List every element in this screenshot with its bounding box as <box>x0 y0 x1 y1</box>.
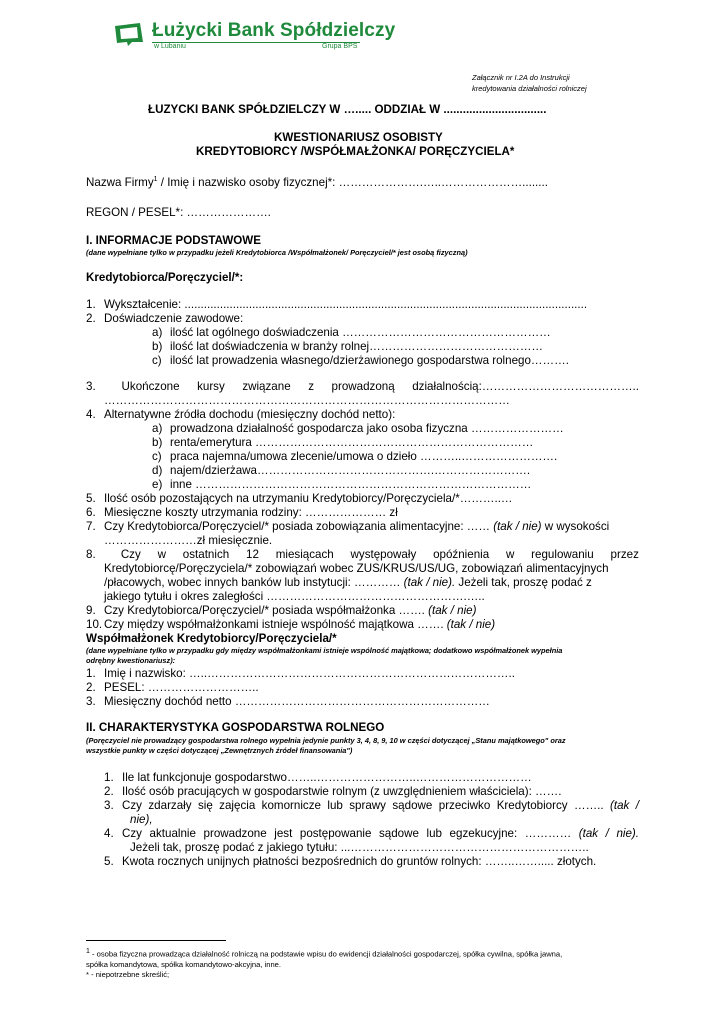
footnote-ref-1: 1 <box>153 176 158 184</box>
section-1-heading: I. INFORMACJE PODSTAWOWE <box>86 234 261 247</box>
spouse-pesel: 2. PESEL: ……………………….. <box>86 681 259 694</box>
item-alimony-cont: ……………………zł miesięcznie. <box>104 534 273 547</box>
section-2-heading: II. CHARAKTERYSTYKA GOSPODARSTWA ROLNEGO <box>86 721 385 734</box>
farm-workers: 2. Ilość osób pracujących w gospodarstwie rolnym (z uwzględnieniem właściciela): ……. <box>104 785 562 798</box>
section-2-note-2: wszystkie punkty w części dotyczącej „Zewnętrznych źródeł finansowania") <box>86 746 353 755</box>
farm-proceedings-cont: Jeżeli tak, proszę podać z jakiego tytułu: ...…………………………………………………….. <box>130 841 589 854</box>
item-courses-cont: …………………………………………………………………………………………… <box>104 394 510 407</box>
item-alt-income-a: a) prowadzona działalność gospodarcza jako osoba fizyczna …………………… <box>152 422 564 435</box>
item-experience-c: c) ilość lat prowadzenia własnego/dzierżawionego gospodarstwa rolnego………. <box>152 354 569 367</box>
spouse-note-1: (dane wypełniane tylko w przypadku gdy między współmałżonkami istnieje wspólność majątkowa; dodatkowo współmałżonek wypełnia <box>86 646 563 655</box>
farm-eu-payments: 5. Kwota rocznych unijnych płatności bezpośrednich do gruntów rolnych: ……..……..... złotych. <box>104 855 597 868</box>
spouse-heading: Współmałżonek Kredytobiorcy/Poręczyciela/* <box>86 632 337 645</box>
item-joint-property: 10. Czy między współmałżonkami istnieje wspólność majątkowa ……. (tak / nie) <box>86 618 496 631</box>
form-subtitle: KREDYTOBIORCY /WSPÓŁMAŁŻONKA/ PORĘCZYCIELA* <box>196 145 515 158</box>
item-alt-income-d: d) najem/dzierżawa……………………………………….……………………. <box>152 464 531 477</box>
attachment-line-1: Załącznik nr I.2A do Instrukcji <box>472 73 570 82</box>
farm-proceedings: 4. Czy aktualnie prowadzone jest postępowanie sądowe lub egzekucyjne: ………… (tak / nie). <box>104 827 639 840</box>
item-arrears-line-3: /płacowych, wobec innych banków lub instytucji: ………… (tak / nie). Jeżeli tak, proszę podać z <box>104 576 592 589</box>
spouse-note-2: odrębny kwestionariusz): <box>86 656 176 665</box>
item-arrears-line-2: Kredytobiorcę/Poręczyciela/* zobowiązań wobec ZUS/KRUS/US/UG, zobowiązań alimentacyjnych <box>104 562 609 575</box>
section-1-note: (dane wypełniane tylko w przypadku jeżeli Kredytobiorca /Współmałżonek/ Poręczyciel/* jest osobą fizyczną) <box>86 248 468 257</box>
form-title: KWESTIONARIUSZ OSOBISTY <box>274 131 443 144</box>
item-spouse: 9. Czy Kredytobiorca/Poręczyciel/* posiada współmałżonka ……. (tak / nie) <box>86 604 477 617</box>
footnote-1-line-1: $^1$ - osoba fizyczna prowadząca działalność rolniczą na podstawie wpisu do ewidencji działalności gospodarczej, spółka cywilna, spółka jawna, <box>86 948 563 959</box>
item-courses: 3. Ukończone kursy związane z prowadzoną działalnością:………………………………….. <box>86 380 639 393</box>
company-name-label: Nazwa Firmy <box>86 176 154 189</box>
farm-seizures-cont: nie), <box>130 813 153 826</box>
footnote-divider <box>86 940 226 941</box>
item-experience-b: b) ilość lat doświadczenia w branży rolnej……………………………………… <box>152 340 544 353</box>
attachment-line-2: kredytowania działalności rolniczej <box>472 84 587 93</box>
spouse-income: 3. Miesięczny dochód netto ………………………………………………………… <box>86 695 490 708</box>
person-name-label: / Imię i nazwisko osoby fizycznej*: ………………….…..…………………........ <box>157 176 548 189</box>
item-alt-income-c: c) praca najemna/umowa zlecenie/umowa o dzieło ………..……………………. <box>152 450 558 463</box>
bank-location: w Lubaniu <box>154 43 186 50</box>
bank-group: Grupa BPS <box>322 43 358 50</box>
footnote-1-line-2: spółka komandytowa, spółka komandytowo-akcyjna, inne. <box>86 960 282 969</box>
section-2-note-1: (Poręczyciel nie prowadzący gospodarstwa rolnego wypełnia jedynie punkty 3, 4, 8, 9, 10 w części dotyczącej „Stanu majątkowego" oraz <box>86 736 566 745</box>
item-dependents: 5. Ilość osób pozostających na utrzymaniu Kredytobiorcy/Poręczyciela/*………..… <box>86 492 513 505</box>
spouse-name: 1. Imię i nazwisko: …..…………………………………………………………………….. <box>86 667 515 680</box>
borrower-heading: Kredytobiorca/Poręczyciel/*: <box>86 271 244 284</box>
item-experience-a: a) ilość lat ogólnego doświadczenia ……………………………………………… <box>152 326 551 339</box>
attachment-note <box>472 72 587 94</box>
item-alt-income-b: b) renta/emerytura ……………………………………………………………… <box>152 436 534 449</box>
farm-seizures: 3. Czy zdarzały się zajęcia komornicze lub sprawy sądowe przeciwko Kredytobiorcy …….. (tak / <box>104 799 639 812</box>
regon-pesel-field: REGON / PESEL*: …………………. <box>86 206 271 219</box>
footnote-2: * - niepotrzebne skreślić; <box>86 970 170 979</box>
item-education: 1. Wykształcenie: ............................................................................................................................. <box>86 298 588 311</box>
item-experience: 2. Doświadczenie zawodowe: <box>86 312 244 325</box>
item-living-costs: 6. Miesięczne koszty utrzymania rodziny: ………………… zł <box>86 506 398 519</box>
farm-years: 1. Ile lat funkcjonuje gospodarstwo……..……………………..………………………… <box>104 771 532 784</box>
bank-logo-icon <box>112 22 146 47</box>
item-alimony: 7. Czy Kredytobiorca/Poręczyciel/* posiada zobowiązania alimentacyjne: …… (tak / nie) w wysokości <box>86 520 610 533</box>
item-arrears-line-4: jakiego tytułu i okres zaległości …………………………………………….….. <box>104 590 485 603</box>
item-arrears: 8. Czy w ostatnich 12 miesiącach występowały opóźnienia w regulowaniu przez <box>86 548 639 561</box>
company-name-field <box>86 176 548 189</box>
item-alt-income-e: e) inne …………………………………………………………………………… <box>152 478 532 491</box>
bank-branch-title: ŁUZYCKI BANK SPÓŁDZIELCZY W …..... ODDZIAŁ W ................................ <box>148 103 547 116</box>
item-alt-income: 4. Alternatywne źródła dochodu (miesięczny dochód netto): <box>86 408 396 421</box>
bank-name: Łużycki Bank Spółdzielczy <box>152 20 396 41</box>
